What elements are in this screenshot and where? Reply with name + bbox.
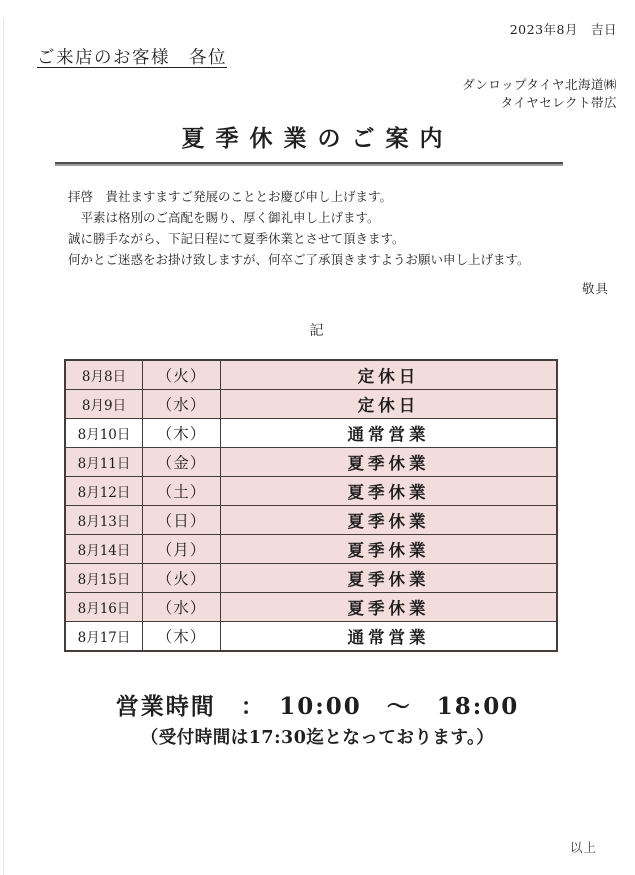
recipient-line: ご来店のお客様 各位 xyxy=(37,48,227,68)
greeting-paragraph xyxy=(68,186,595,270)
schedule-status-cell: 夏季休業 xyxy=(221,448,558,477)
schedule-status-cell: 通常営業 xyxy=(221,622,558,652)
schedule-status-cell: 夏季休業 xyxy=(221,593,558,622)
body-line: 拝啓 貴社ますますご発展のこととお慶び申し上げます。 xyxy=(68,189,393,204)
schedule-date-cell: 8月16日 xyxy=(65,593,143,622)
table-row xyxy=(65,506,557,535)
table-row xyxy=(65,360,557,390)
schedule-date-cell: 8月13日 xyxy=(65,506,143,535)
schedule-day-cell: （木） xyxy=(143,622,221,652)
schedule-day-cell: （水） xyxy=(143,593,221,622)
schedule-table xyxy=(64,359,558,652)
schedule-date-cell: 8月9日 xyxy=(65,390,143,419)
schedule-status-cell: 定休日 xyxy=(221,360,558,390)
schedule-date-cell: 8月14日 xyxy=(65,535,143,564)
body-line: 平素は格別のご高配を賜り、厚く御礼申し上げます。 xyxy=(68,210,380,225)
body-line: 何かとご迷惑をお掛け致しますが、何卒ご了承頂きますようお願い申し上げます。 xyxy=(68,252,530,267)
schedule-day-cell: （金） xyxy=(143,448,221,477)
sender-store: タイヤセレクト帯広 xyxy=(500,95,617,110)
table-row xyxy=(65,419,557,448)
page-title: 夏季休業のご案内 xyxy=(181,125,454,152)
schedule-table-body xyxy=(65,360,557,651)
reception-hours-line: （受付時間は17:30迄となっております。） xyxy=(140,728,495,748)
table-row xyxy=(65,448,557,477)
schedule-date-cell: 8月17日 xyxy=(65,622,143,652)
table-row xyxy=(65,477,557,506)
table-row xyxy=(65,535,557,564)
schedule-day-cell: （火） xyxy=(143,360,221,390)
closing-keigu: 敬具 xyxy=(581,281,609,296)
body-line: 誠に勝手ながら、下記日程にて夏季休業とさせて頂きます。 xyxy=(68,231,405,246)
schedule-day-cell: （月） xyxy=(143,535,221,564)
schedule-day-cell: （木） xyxy=(143,419,221,448)
schedule-date-cell: 8月15日 xyxy=(65,564,143,593)
schedule-day-cell: （土） xyxy=(143,477,221,506)
schedule-date-cell: 8月11日 xyxy=(65,448,143,477)
schedule-status-cell: 夏季休業 xyxy=(221,506,558,535)
business-hours-line: 営業時間 ： 10:00 ～ 18:00 xyxy=(115,693,520,720)
schedule-status-cell: 定休日 xyxy=(221,390,558,419)
table-row xyxy=(65,593,557,622)
table-row xyxy=(65,622,557,652)
title-underline-rule xyxy=(55,162,563,166)
record-marker-ki: 記 xyxy=(309,323,326,339)
schedule-day-cell: （日） xyxy=(143,506,221,535)
schedule-day-cell: （水） xyxy=(143,390,221,419)
table-row xyxy=(65,390,557,419)
document-date: 2023年8月 吉日 xyxy=(509,22,617,37)
sender-block xyxy=(462,76,617,112)
schedule-date-cell: 8月10日 xyxy=(65,419,143,448)
schedule-status-cell: 夏季休業 xyxy=(221,477,558,506)
schedule-status-cell: 夏季休業 xyxy=(221,564,558,593)
schedule-date-cell: 8月8日 xyxy=(65,360,143,390)
schedule-date-cell: 8月12日 xyxy=(65,477,143,506)
sender-company: ダンロップタイヤ北海道㈱ xyxy=(462,77,617,92)
footer-ijou: 以上 xyxy=(569,840,597,855)
schedule-status-cell: 夏季休業 xyxy=(221,535,558,564)
schedule-status-cell: 通常営業 xyxy=(221,419,558,448)
table-row xyxy=(65,564,557,593)
schedule-day-cell: （火） xyxy=(143,564,221,593)
